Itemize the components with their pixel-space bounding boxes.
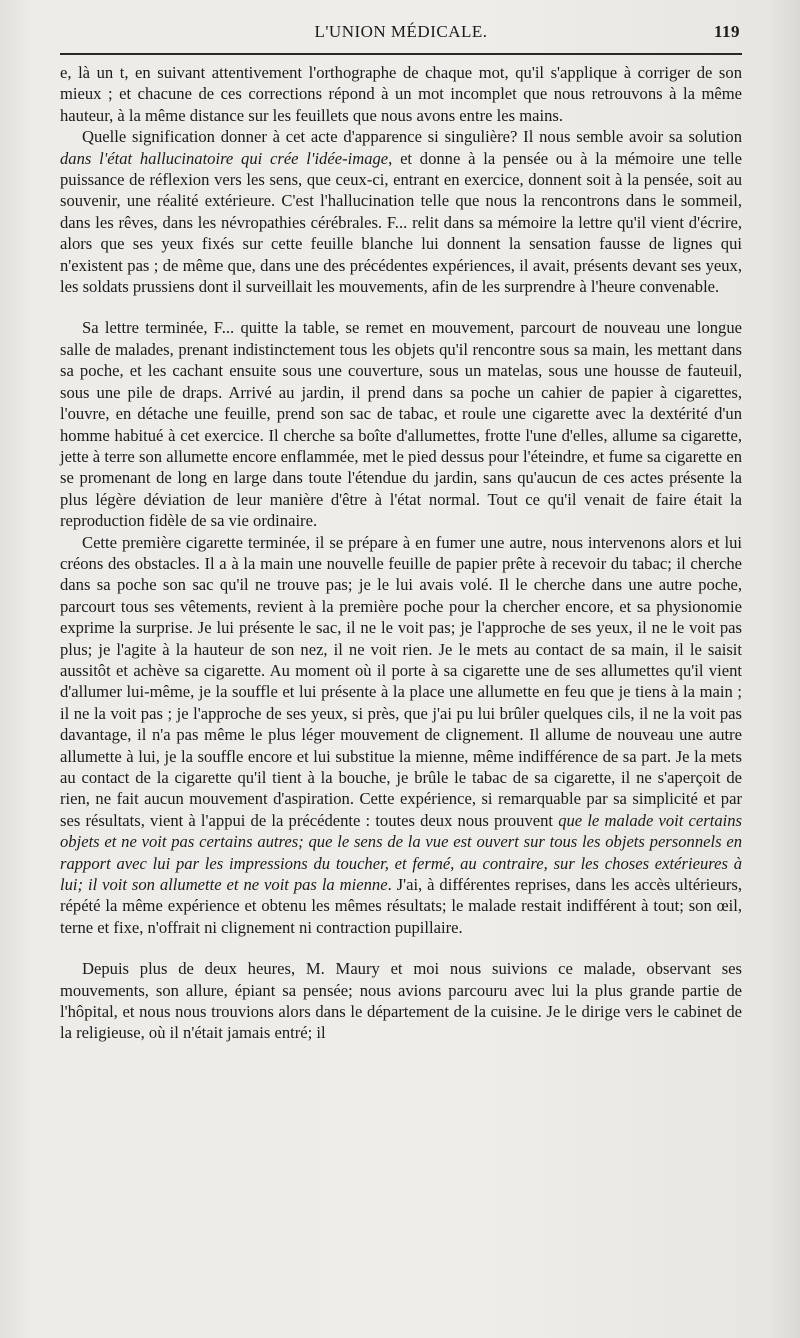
text-run: . J'ai, à différentes reprises, dans les accès ultérieurs, répété la même expérience et obtenu les mêmes résultats; le malade restait indifférent à tout; son œil, terne et fixe, n'offrait ni clignement ni contraction pupillaire. bbox=[60, 875, 742, 937]
paragraph-2 bbox=[60, 126, 742, 297]
text-run: Cette première cigarette terminée, il se prépare à en fumer une autre, nous intervenons alors et lui créons des obstacles. Il a à la main une nouvelle feuille de papier prête à recevoir du tabac; il cherche dans sa poche son sac qu'il ne trouve pas; je le lui avais volé. Il le cherche dans une autre poche, parcourt tous ses vêtements, revient à la première poche pour la chercher encore, et sa physionomie exprime la surprise. Je lui présente le sac, il ne le voit pas; je l'approche de ses yeux, il ne le voit pas plus; je l'agite à la hauteur de son nez, il ne voit rien. Je le mets au contact de sa main, il le saisit aussitôt et achève sa cigarette. Au moment où il porte à sa cigarette une de ses allumettes qu'il vient d'allumer lui-même, je la souffle et lui présente à la place une allumette en feu que je tiens à la main ; il ne la voit pas ; je l'approche de ses yeux, si près, que j'ai pu lui brûler quelques cils, il ne la voit pas davantage, il n'a pas même le plus léger mouvement de clignement. Il allume de nouveau une autre allumette à lui, je la souffle encore et lui substitue la mienne, même indifférence de sa part. Je la mets au contact de la cigarette qu'il tient à la bouche, je brûle le tabac de sa cigarette, il ne s'aperçoit de rien, ne fait aucun mouvement d'aspiration. Cette expérience, si remarquable par sa simplicité et par ses résultats, vient à l'appui de la précédente : toutes deux nous prouvent bbox=[60, 532, 742, 830]
header-rule bbox=[60, 53, 742, 55]
article-body bbox=[60, 62, 742, 1044]
paragraph-3 bbox=[60, 317, 742, 531]
text-run: Quelle signification donner à cet acte d'apparence si singulière? Il nous semble avoir sa solution bbox=[82, 127, 742, 147]
paragraph-1 bbox=[60, 62, 742, 126]
page-header bbox=[60, 20, 742, 50]
running-title: L'UNION MÉDICALE. bbox=[314, 22, 488, 41]
text-run: Sa lettre terminée, F... quitte la table, se remet en mouvement, parcourt de nouveau une longue salle de malades, prenant indistinctement tous les objets qu'il rencontre sous sa main, les mettant dans sa poche, et les cachant ensuite sous une couverture, sous un matelas, sous une housse de fauteuil, sous une pile de draps. Arrivé au jardin, il prend dans sa poche un cahier de papier à cigarettes, l'ouvre, en détache une feuille, prend son sac de tabac, et roule une cigarette avec la dextérité d'un homme habitué à cet exercice. Il cherche sa boîte d'allumettes, frotte l'une d'elles, allume sa cigarette, jette à terre son allumette encore enflammée, met le pied dessus pour l'éteindre, et fume sa cigarette en se promenant de long en large dans toute l'étendue du jardin, sans qu'aucun de ces actes présente la plus légère déviation de leur manière d'être à l'état normal. Tout ce qu'il venait de faire était la reproduction fidèle de sa vie ordinaire. bbox=[60, 318, 742, 531]
italic-text: dans l'état hallucinatoire qui crée l'idée-image bbox=[60, 148, 389, 168]
text-run: , et donne à la pensée ou à la mémoire une telle puissance de réflexion vers les sens, que ceux-ci, entrant en exercice, donnent soit à la pensée, soit au souvenir, une réalité extérieure. C'est l'hallucination telle que nous la rencontrons dans le sommeil, dans les rêves, dans les névropathies cérébrales. F... relit dans sa mémoire la lettre qu'il vient d'écrire, alors que ses yeux fixés sur cette feuille blanche lui donnent la sensation fausse de lignes qui n'existent pas ; de même que, dans une des précédentes expériences, il avait, présents devant ses yeux, les soldats prussiens dont il surveillait les mouvements, afin de les surprendre à l'heure convenable. bbox=[60, 148, 742, 297]
paragraph-4 bbox=[60, 532, 742, 939]
page-number: 119 bbox=[713, 22, 740, 41]
text-run: e, là un t, en suivant attentivement l'orthographe de chaque mot, qu'il s'applique à corriger de son mieux ; et chacune de ces corrections répond à un mot incomplet que nous retrouvons à la même hauteur, à la même distance sur les feuillets que nous avons entre les mains. bbox=[60, 63, 742, 125]
paragraph-5 bbox=[60, 958, 742, 1044]
italic-text: que le malade voit certains objets et ne voit pas certains autres; que le sens de la vue est ouvert sur tous les objets personnels en rapport avec lui par les impressions du toucher, et fermé, au contraire, sur les choses extérieures à lui; il voit son allumette et ne voit pas la mienne bbox=[60, 810, 742, 895]
text-run: Depuis plus de deux heures, M. Maury et moi nous suivions ce malade, observant ses mouvements, son allure, épiant sa pensée; nous avions parcouru avec lui la plus grande partie de l'hôpital, et nous nous trouvions alors dans le département de la cuisine. Je le dirige vers le cabinet de la religieuse, où il n'était jamais entré; il bbox=[60, 959, 742, 1043]
